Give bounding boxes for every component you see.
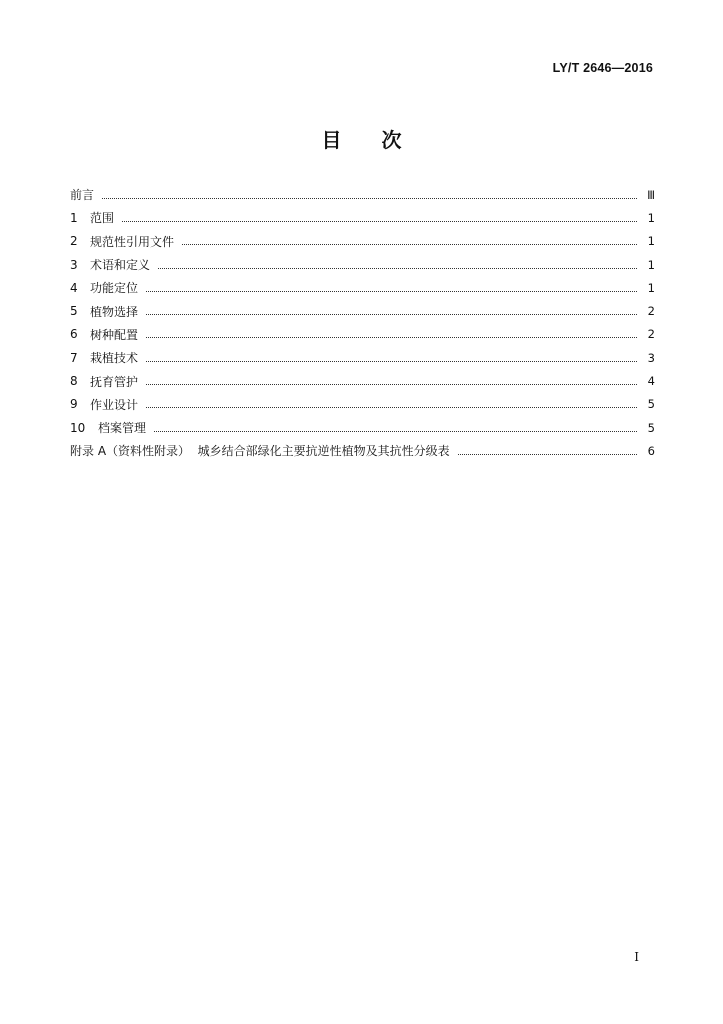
toc-entry[interactable] [70,416,655,439]
toc-entry[interactable] [70,206,655,229]
title-char-1: 目 [321,128,342,152]
toc-entry-label: 作业设计 [90,397,139,412]
toc-entry-number: 9 [70,397,78,412]
toc-leader-dots [122,220,637,222]
toc-entry-number: 5 [70,304,78,319]
title-char-2: 次 [381,128,402,152]
toc-leader-dots [146,290,637,292]
toc-leader-dots [146,406,637,408]
toc-entry-number: 7 [70,350,78,365]
toc-entry-page: 2 [647,304,655,319]
toc-entry-label: 栽植技术 [90,351,139,366]
toc-leader-dots [158,267,637,269]
toc-entry-label: 档案管理 [98,421,147,436]
toc-entry-number: 2 [70,234,78,249]
toc-entry-page: 6 [647,443,655,458]
toc-leader-dots [146,313,637,315]
toc-leader-dots [146,360,637,362]
toc-entry-number: 3 [70,257,78,272]
toc-entry-page: 5 [647,397,655,412]
toc-entry-number: 6 [70,327,78,342]
toc-entry-number: 4 [70,280,78,295]
table-of-contents [70,183,655,463]
toc-entry-page: 1 [647,280,655,295]
toc-entry-label: 规范性引用文件 [90,234,175,249]
toc-leader-dots [146,383,637,385]
toc-entry-page: Ⅲ [647,187,655,202]
toc-entry[interactable] [70,183,655,206]
toc-entry-page: 1 [647,257,655,272]
toc-entry-number: 8 [70,374,78,389]
toc-entry-page: 4 [647,374,655,389]
toc-entry-page: 5 [647,420,655,435]
toc-entry-label: 树种配置 [90,327,139,342]
document-code: LY/T 2646—2016 [552,61,653,75]
toc-entry[interactable] [70,299,655,322]
toc-leader-dots [146,336,637,338]
toc-entry-page: 3 [647,350,655,365]
toc-entry-label: 附录 A（资料性附录） 城乡结合部绿化主要抗逆性植物及其抗性分级表 [70,444,450,459]
toc-entry-label: 抚育管护 [90,374,139,389]
toc-entry[interactable] [70,276,655,299]
toc-entry[interactable] [70,369,655,392]
toc-entry-label: 植物选择 [90,304,139,319]
toc-leader-dots [458,453,637,455]
toc-entry-label: 功能定位 [90,281,139,296]
toc-entry[interactable] [70,253,655,276]
page-number: I [634,950,639,964]
toc-entry-number: 1 [70,210,78,225]
toc-entry-label: 前言 [70,188,95,203]
toc-entry[interactable] [70,393,655,416]
toc-leader-dots [182,243,637,245]
toc-leader-dots [102,197,637,199]
toc-entry-page: 1 [647,210,655,225]
toc-leader-dots [154,430,637,432]
toc-entry[interactable] [70,439,655,462]
toc-entry[interactable] [70,230,655,253]
toc-entry-page: 2 [647,327,655,342]
toc-entry-label: 范围 [90,211,115,226]
toc-entry[interactable] [70,346,655,369]
toc-entry-page: 1 [647,234,655,249]
toc-entry-label: 术语和定义 [90,258,151,273]
toc-entry-number: 10 [70,420,86,435]
toc-entry[interactable] [70,323,655,346]
page-title [0,124,723,153]
